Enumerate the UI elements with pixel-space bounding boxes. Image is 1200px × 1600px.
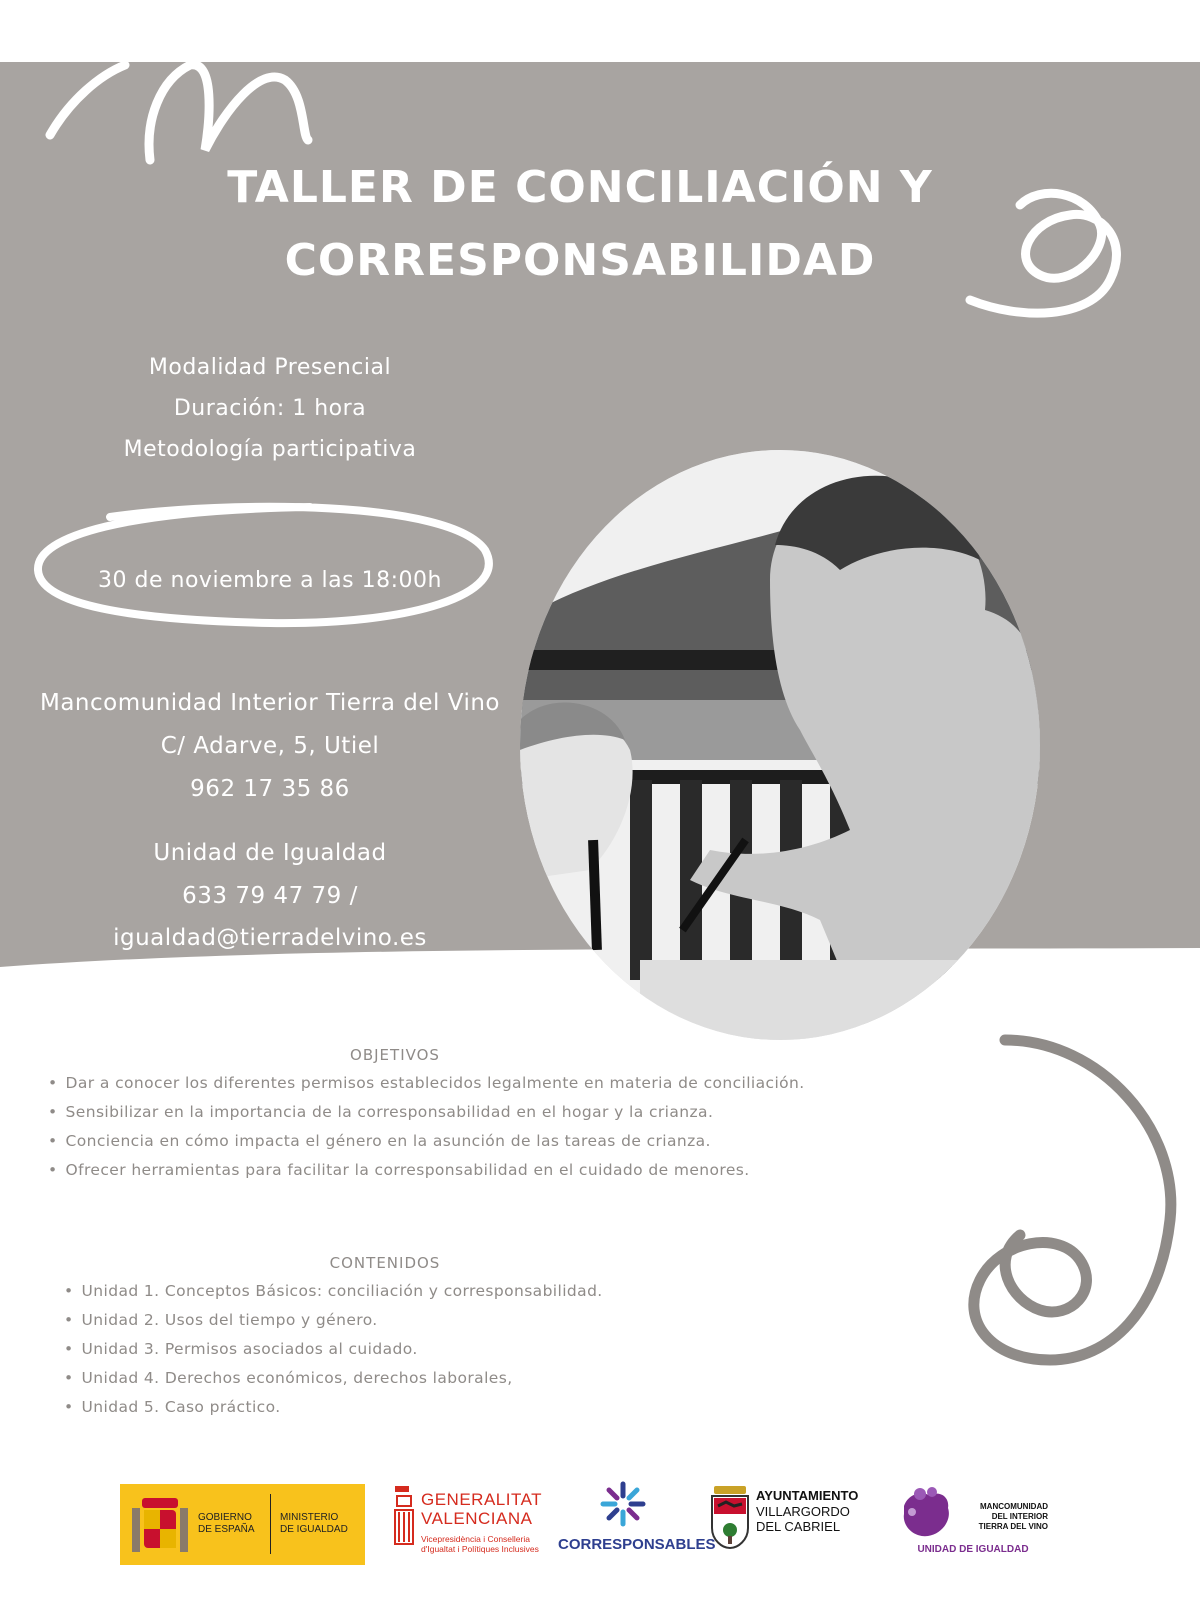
mancomunidad-line-4: UNIDAD DE IGUALDAD [917, 1544, 1029, 1555]
generalitat-valenciana-logo [393, 1484, 553, 1569]
grape-map-icon [898, 1486, 954, 1540]
generalitat-emblem-icon [393, 1484, 417, 1546]
scribble-spiral-bottom-right [930, 1020, 1200, 1380]
generalitat-sub-1: Vicepresidència i Conselleria [421, 1534, 530, 1544]
objetivo-item: • Sensibilizar en la importancia de la corresponsabilidad en el hogar y la crianza. [48, 1098, 805, 1127]
location-address: C/ Adarve, 5, Utiel [160, 733, 380, 759]
star-burst-icon [599, 1480, 647, 1528]
ayuntamiento-line-1: AYUNTAMIENTO [756, 1488, 859, 1503]
corresponsables-logo [558, 1480, 716, 1570]
objetivos-heading: OBJETIVOS [350, 1046, 440, 1064]
ayuntamiento-logo [708, 1484, 883, 1564]
sponsor-logos [0, 1470, 1200, 1585]
scribble-top-left [30, 40, 330, 180]
igualdad-name: Unidad de Igualdad [153, 840, 387, 866]
gobierno-espana-logo [120, 1484, 365, 1565]
duracion-text: Duración: 1 hora [173, 396, 367, 421]
mancomunidad-logo [898, 1482, 1048, 1567]
objetivos-list [48, 1069, 805, 1185]
ayuntamiento-line-3: DEL CABRIEL [756, 1519, 841, 1534]
location-phone: 962 17 35 86 [190, 776, 350, 802]
contenido-item: • Unidad 1. Conceptos Básicos: conciliación y corresponsabilidad. [64, 1277, 603, 1306]
ministerio-line-2: DE IGUALDAD [280, 1524, 348, 1535]
ayuntamiento-line-2: VILLARGORDO [756, 1504, 850, 1519]
father-daughter-photo [520, 450, 1040, 1040]
location-name: Mancomunidad Interior Tierra del Vino [39, 690, 500, 716]
generalitat-line-2: VALENCIANA [421, 1509, 533, 1528]
title-line-2: CORRESPONSABILIDAD [284, 235, 876, 286]
mancomunidad-line-3: TIERRA DEL VINO [978, 1522, 1048, 1531]
mancomunidad-line-2: DEL INTERIOR [991, 1512, 1048, 1521]
contenidos-heading: CONTENIDOS [329, 1254, 441, 1272]
gobierno-line-2: DE ESPAÑA [198, 1524, 255, 1535]
date-oval-scribble [30, 495, 510, 635]
objetivo-item: • Conciencia en cómo impacta el género en la asunción de las tareas de crianza. [48, 1127, 805, 1156]
title-line-1: TALLER DE CONCILIACIÓN Y [227, 162, 933, 213]
modalidad-text: Modalidad Presencial [148, 355, 392, 380]
igualdad-email: igualdad@tierradelvino.es [113, 925, 427, 951]
date-text: 30 de noviembre a las 18:00h [98, 568, 442, 593]
gobierno-line-1: GOBIERNO [198, 1512, 252, 1523]
igualdad-phone: 633 79 47 79 / [182, 883, 358, 909]
generalitat-line-1: GENERALITAT [421, 1490, 543, 1509]
ministerio-line-1: MINISTERIO [280, 1512, 339, 1523]
contenidos-list [64, 1277, 603, 1422]
contenido-item: • Unidad 4. Derechos económicos, derechos laborales, [64, 1364, 603, 1393]
contenido-item: • Unidad 3. Permisos asociados al cuidado. [64, 1335, 603, 1364]
corresponsables-text: CORRESPONSABLES [558, 1536, 716, 1553]
metodologia-text: Metodología participativa [123, 437, 417, 462]
contenido-item: • Unidad 2. Usos del tiempo y género. [64, 1306, 603, 1335]
generalitat-sub-2: d'Igualtat i Polítiques Inclusives [421, 1544, 539, 1554]
objetivo-item: • Dar a conocer los diferentes permisos establecidos legalmente en materia de conciliación. [48, 1069, 805, 1098]
contenido-item: • Unidad 5. Caso práctico. [64, 1393, 603, 1422]
municipal-shield-icon [708, 1484, 752, 1550]
mancomunidad-line-1: MANCOMUNIDAD [980, 1502, 1048, 1511]
coat-of-arms-icon [130, 1492, 190, 1558]
objetivo-item: • Ofrecer herramientas para facilitar la corresponsabilidad en el cuidado de menores. [48, 1156, 805, 1185]
